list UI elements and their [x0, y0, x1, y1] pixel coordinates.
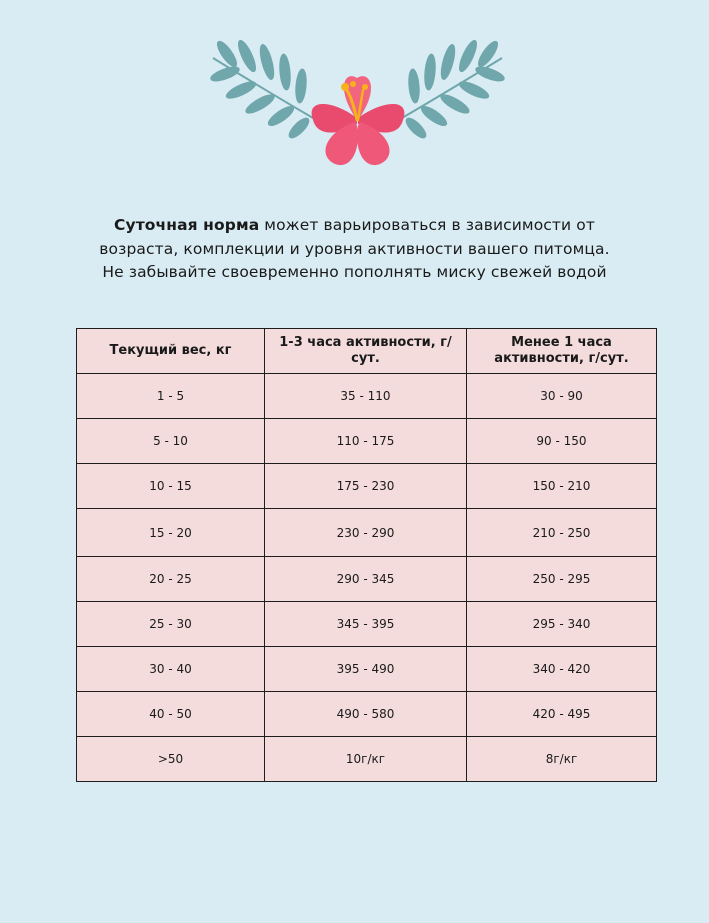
cell-weight: >50 — [77, 737, 265, 782]
table-header-row — [77, 329, 657, 374]
table-row — [77, 509, 657, 557]
intro-paragraph — [40, 214, 669, 285]
intro-line-1-rest: может варьироваться в зависимости от — [259, 216, 595, 234]
table-row — [77, 602, 657, 647]
cell-active-under-1h: 295 - 340 — [467, 602, 657, 647]
table-row — [77, 464, 657, 509]
cell-weight: 40 - 50 — [77, 692, 265, 737]
cell-active-under-1h: 90 - 150 — [467, 419, 657, 464]
header-weight: Текущий вес, кг — [77, 329, 265, 374]
cell-active-under-1h: 150 - 210 — [467, 464, 657, 509]
cell-active-1-3h: 110 - 175 — [265, 419, 467, 464]
intro-line-1 — [40, 214, 669, 238]
leaf-branch-right-icon — [402, 40, 506, 141]
intro-line-3: Не забывайте своевременно пополнять миску свежей водой — [102, 263, 607, 281]
cell-active-1-3h: 490 - 580 — [265, 692, 467, 737]
cell-active-under-1h: 210 - 250 — [467, 509, 657, 557]
table-row — [77, 374, 657, 419]
cell-active-under-1h: 8г/кг — [467, 737, 657, 782]
cell-weight: 5 - 10 — [77, 419, 265, 464]
table-row — [77, 557, 657, 602]
cell-active-1-3h: 345 - 395 — [265, 602, 467, 647]
cell-weight: 10 - 15 — [77, 464, 265, 509]
hibiscus-leaves-illustration — [205, 40, 510, 175]
cell-weight: 1 - 5 — [77, 374, 265, 419]
table-row — [77, 647, 657, 692]
cell-weight: 20 - 25 — [77, 557, 265, 602]
table-row — [77, 419, 657, 464]
cell-active-1-3h: 10г/кг — [265, 737, 467, 782]
cell-active-under-1h: 340 - 420 — [467, 647, 657, 692]
cell-weight: 25 - 30 — [77, 602, 265, 647]
hibiscus-flower-icon — [312, 76, 405, 165]
header-active-1-3h: 1-3 часа активности, г/сут. — [265, 329, 467, 374]
cell-weight: 30 - 40 — [77, 647, 265, 692]
cell-active-under-1h: 30 - 90 — [467, 374, 657, 419]
cell-active-1-3h: 175 - 230 — [265, 464, 467, 509]
header-active-under-1h: Менее 1 часа активности, г/сут. — [467, 329, 657, 374]
feeding-norm-table — [76, 328, 657, 782]
cell-active-1-3h: 395 - 490 — [265, 647, 467, 692]
intro-line-2: возраста, комплекции и уровня активности вашего питомца. — [99, 239, 610, 258]
table-row — [77, 737, 657, 782]
cell-active-1-3h: 230 - 290 — [265, 509, 467, 557]
intro-bold-term: Суточная норма — [114, 216, 260, 234]
cell-active-under-1h: 250 - 295 — [467, 557, 657, 602]
leaf-branch-left-icon — [209, 40, 313, 141]
cell-active-1-3h: 35 - 110 — [265, 374, 467, 419]
cell-active-1-3h: 290 - 345 — [265, 557, 467, 602]
cell-active-under-1h: 420 - 495 — [467, 692, 657, 737]
table-row — [77, 692, 657, 737]
cell-weight: 15 - 20 — [77, 509, 265, 557]
